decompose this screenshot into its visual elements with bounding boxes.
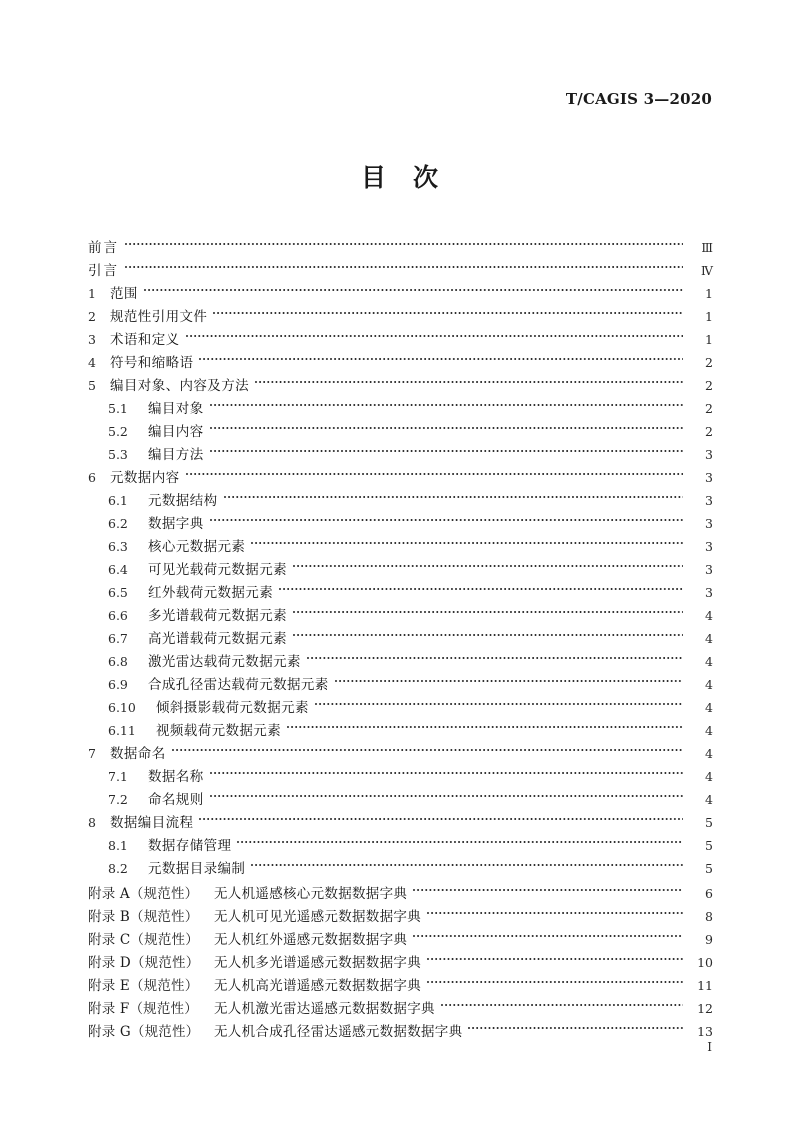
toc-entry-label: 术语和定义 [110,332,180,348]
dot-leader [237,827,683,850]
dot-leader [199,344,683,367]
toc-entry-label: 数据编目流程 [110,815,194,831]
toc-page-number: 3 [705,493,713,508]
dot-leader [125,229,683,252]
toc-entry-annex-tag: 附录 F（规范性） [88,1001,198,1017]
toc-entry-label: 无人机激光雷达遥感元数据数据字典 [214,1001,435,1017]
toc-page-number: 4 [705,746,713,761]
toc-entry-number: 6 [88,470,96,485]
toc-entry-front-matter[interactable] [88,252,713,279]
toc-entry-label: 编目对象、内容及方法 [110,378,249,394]
toc-entry-number: 5 [88,378,96,393]
toc-page-number: 1 [705,309,713,324]
dot-leader [210,413,683,436]
toc-entry-number: 1 [88,286,96,301]
toc-entry-label: 无人机遥感核心元数据数据字典 [214,886,408,902]
toc-entry-label: 规范性引用文件 [110,309,208,325]
toc-entry-number: 7.2 [108,792,128,807]
dot-leader [210,758,683,781]
toc-entry-clause-1[interactable] [88,275,713,302]
toc-entry-clause-7.1[interactable] [88,758,713,785]
toc-page-number: 6 [705,886,713,901]
toc-entry-number: 6.1 [108,493,128,508]
toc-page-number: 3 [705,585,713,600]
toc-page-number: 9 [705,932,713,947]
toc-entry-label: 元数据内容 [110,470,180,486]
toc-entry-label: 倾斜摄影载荷元数据元素 [156,700,309,716]
toc-entry-label: 无人机可见光遥感元数据数据字典 [214,909,421,925]
dot-leader [427,944,683,967]
toc-entry-annex-tag: 附录 C（规范性） [88,932,199,948]
toc-entry-clause-7[interactable] [88,735,713,762]
toc-entry-label: 命名规则 [148,792,204,808]
toc-page-number: 2 [705,401,713,416]
dot-leader [186,459,684,482]
toc-page-number: 4 [705,792,713,807]
toc-entry-number: 6.5 [108,585,128,600]
toc-entry-number: 6.7 [108,631,128,646]
dot-leader [255,367,683,390]
toc-entry-label: 多光谱载荷元数据元素 [148,608,287,624]
toc-entry-label: 元数据目录编制 [148,861,246,877]
toc-page-number: 5 [705,838,713,853]
toc-page-number: 3 [705,539,713,554]
table-of-contents [88,229,713,1040]
toc-entry-label: 无人机高光谱遥感元数据数据字典 [214,978,421,994]
toc-entry-number: 8.1 [108,838,128,853]
toc-page-number: 5 [705,815,713,830]
toc-entry-label: 编目内容 [148,424,204,440]
toc-page-number: 1 [705,286,713,301]
dot-leader [441,990,683,1013]
dot-leader [172,735,683,758]
toc-entry-label: 视频载荷元数据元素 [156,723,282,739]
page-title-char-right: 次 [413,163,440,192]
dot-leader [427,898,683,921]
dot-leader [293,620,683,643]
toc-page-number: 8 [705,909,713,924]
toc-entry-number: 6.10 [108,700,136,715]
page-title-char-left: 目 [360,163,387,192]
toc-entry-number: 6.8 [108,654,128,669]
page-title [0,158,800,194]
toc-entry-label: 编目对象 [148,401,204,417]
toc-page-number: 2 [705,424,713,439]
toc-entry-clause-4[interactable] [88,344,713,371]
toc-page-number: 12 [697,1001,713,1016]
toc-entry-number: 7.1 [108,769,128,784]
toc-entry-number: 5.2 [108,424,128,439]
toc-entry-label: 核心元数据元素 [148,539,246,555]
dot-leader [251,528,683,551]
toc-entry-clause-2[interactable] [88,298,713,325]
toc-page-number: 4 [705,700,713,715]
toc-entry-label: 红外载荷元数据元素 [148,585,274,601]
dot-leader [279,574,683,597]
dot-leader [144,275,683,298]
dot-leader [427,967,683,990]
toc-page-number: 2 [705,378,713,393]
dot-leader [307,643,683,666]
dot-leader [210,390,683,413]
toc-page-number: 3 [705,447,713,462]
toc-entry-number: 7 [88,746,96,761]
toc-page-number: 4 [705,631,713,646]
toc-entry-label: 数据命名 [110,746,166,762]
dot-leader [186,321,684,344]
toc-entry-label: 引言 [88,263,119,279]
toc-entry-annex-tag: 附录 B（规范性） [88,909,199,925]
toc-entry-label: 范围 [110,286,138,302]
toc-entry-label: 数据名称 [148,769,204,785]
toc-entry-label: 符号和缩略语 [110,355,194,371]
toc-entry-label: 无人机多光谱遥感元数据数据字典 [214,955,421,971]
toc-entry-clause-6.1[interactable] [88,482,713,509]
dot-leader [413,875,683,898]
dot-leader [251,850,683,873]
footer-page-number: I [707,1040,712,1054]
toc-entry-label: 数据存储管理 [148,838,232,854]
toc-entry-label: 无人机合成孔径雷达遥感元数据数据字典 [214,1024,463,1040]
toc-page-number: 4 [705,677,713,692]
dot-leader [468,1013,683,1036]
toc-entry-number: 3 [88,332,96,347]
toc-entry-label: 编目方法 [148,447,204,463]
toc-page-number: 5 [705,861,713,876]
toc-entry-number: 2 [88,309,96,324]
toc-entry-number: 8.2 [108,861,128,876]
toc-entry-number: 8 [88,815,96,830]
toc-entry-label: 前言 [88,240,119,256]
toc-page-number: 4 [705,608,713,623]
dot-leader [210,505,683,528]
toc-page-number: 4 [705,723,713,738]
toc-page-number: 2 [705,355,713,370]
dot-leader [287,712,683,735]
toc-entry-number: 6.4 [108,562,128,577]
dot-leader [335,666,683,689]
toc-entry-label: 激光雷达载荷元数据元素 [148,654,301,670]
toc-entry-number: 5.1 [108,401,128,416]
toc-entry-annex-tag: 附录 G（规范性） [88,1024,200,1040]
toc-entry-label: 高光谱载荷元数据元素 [148,631,287,647]
toc-entry-label: 数据字典 [148,516,204,532]
toc-entry-number: 6.6 [108,608,128,623]
dot-leader [293,597,683,620]
toc-page-number: 10 [697,955,713,970]
dot-leader [210,436,683,459]
toc-page-number: 4 [705,654,713,669]
toc-page-number: 11 [697,978,713,993]
toc-entry-label: 可见光载荷元数据元素 [148,562,287,578]
dot-leader [210,781,683,804]
toc-page-number: 4 [705,769,713,784]
dot-leader [413,921,683,944]
toc-entry-number: 4 [88,355,96,370]
toc-page-number: 13 [697,1024,713,1039]
toc-entry-number: 6.9 [108,677,128,692]
toc-entry-number: 6.11 [108,723,136,738]
toc-entry-annex-tag: 附录 E（规范性） [88,978,199,994]
toc-page-number: Ⅳ [701,264,713,278]
toc-page-number: 3 [705,562,713,577]
dot-leader [199,804,683,827]
toc-page-number: Ⅲ [701,241,713,255]
dot-leader [224,482,684,505]
running-header-standard-number: T/CAGIS 3—2020 [565,90,712,108]
toc-entry-annex-tag: 附录 D（规范性） [88,955,200,971]
toc-page-number: 3 [705,470,713,485]
toc-entry-label: 合成孔径雷达载荷元数据元素 [148,677,329,693]
toc-entry-label: 元数据结构 [148,493,218,509]
toc-entry-number: 6.2 [108,516,128,531]
dot-leader [293,551,683,574]
toc-page-number: 3 [705,516,713,531]
toc-entry-number: 5.3 [108,447,128,462]
toc-entry-number: 6.3 [108,539,128,554]
toc-entry-label: 无人机红外遥感元数据数据字典 [214,932,408,948]
toc-entry-front-matter[interactable] [88,229,713,256]
toc-entry-annex-tag: 附录 A（规范性） [88,886,199,902]
toc-page-number: 1 [705,332,713,347]
dot-leader [315,689,683,712]
dot-leader [213,298,683,321]
dot-leader [125,252,683,275]
